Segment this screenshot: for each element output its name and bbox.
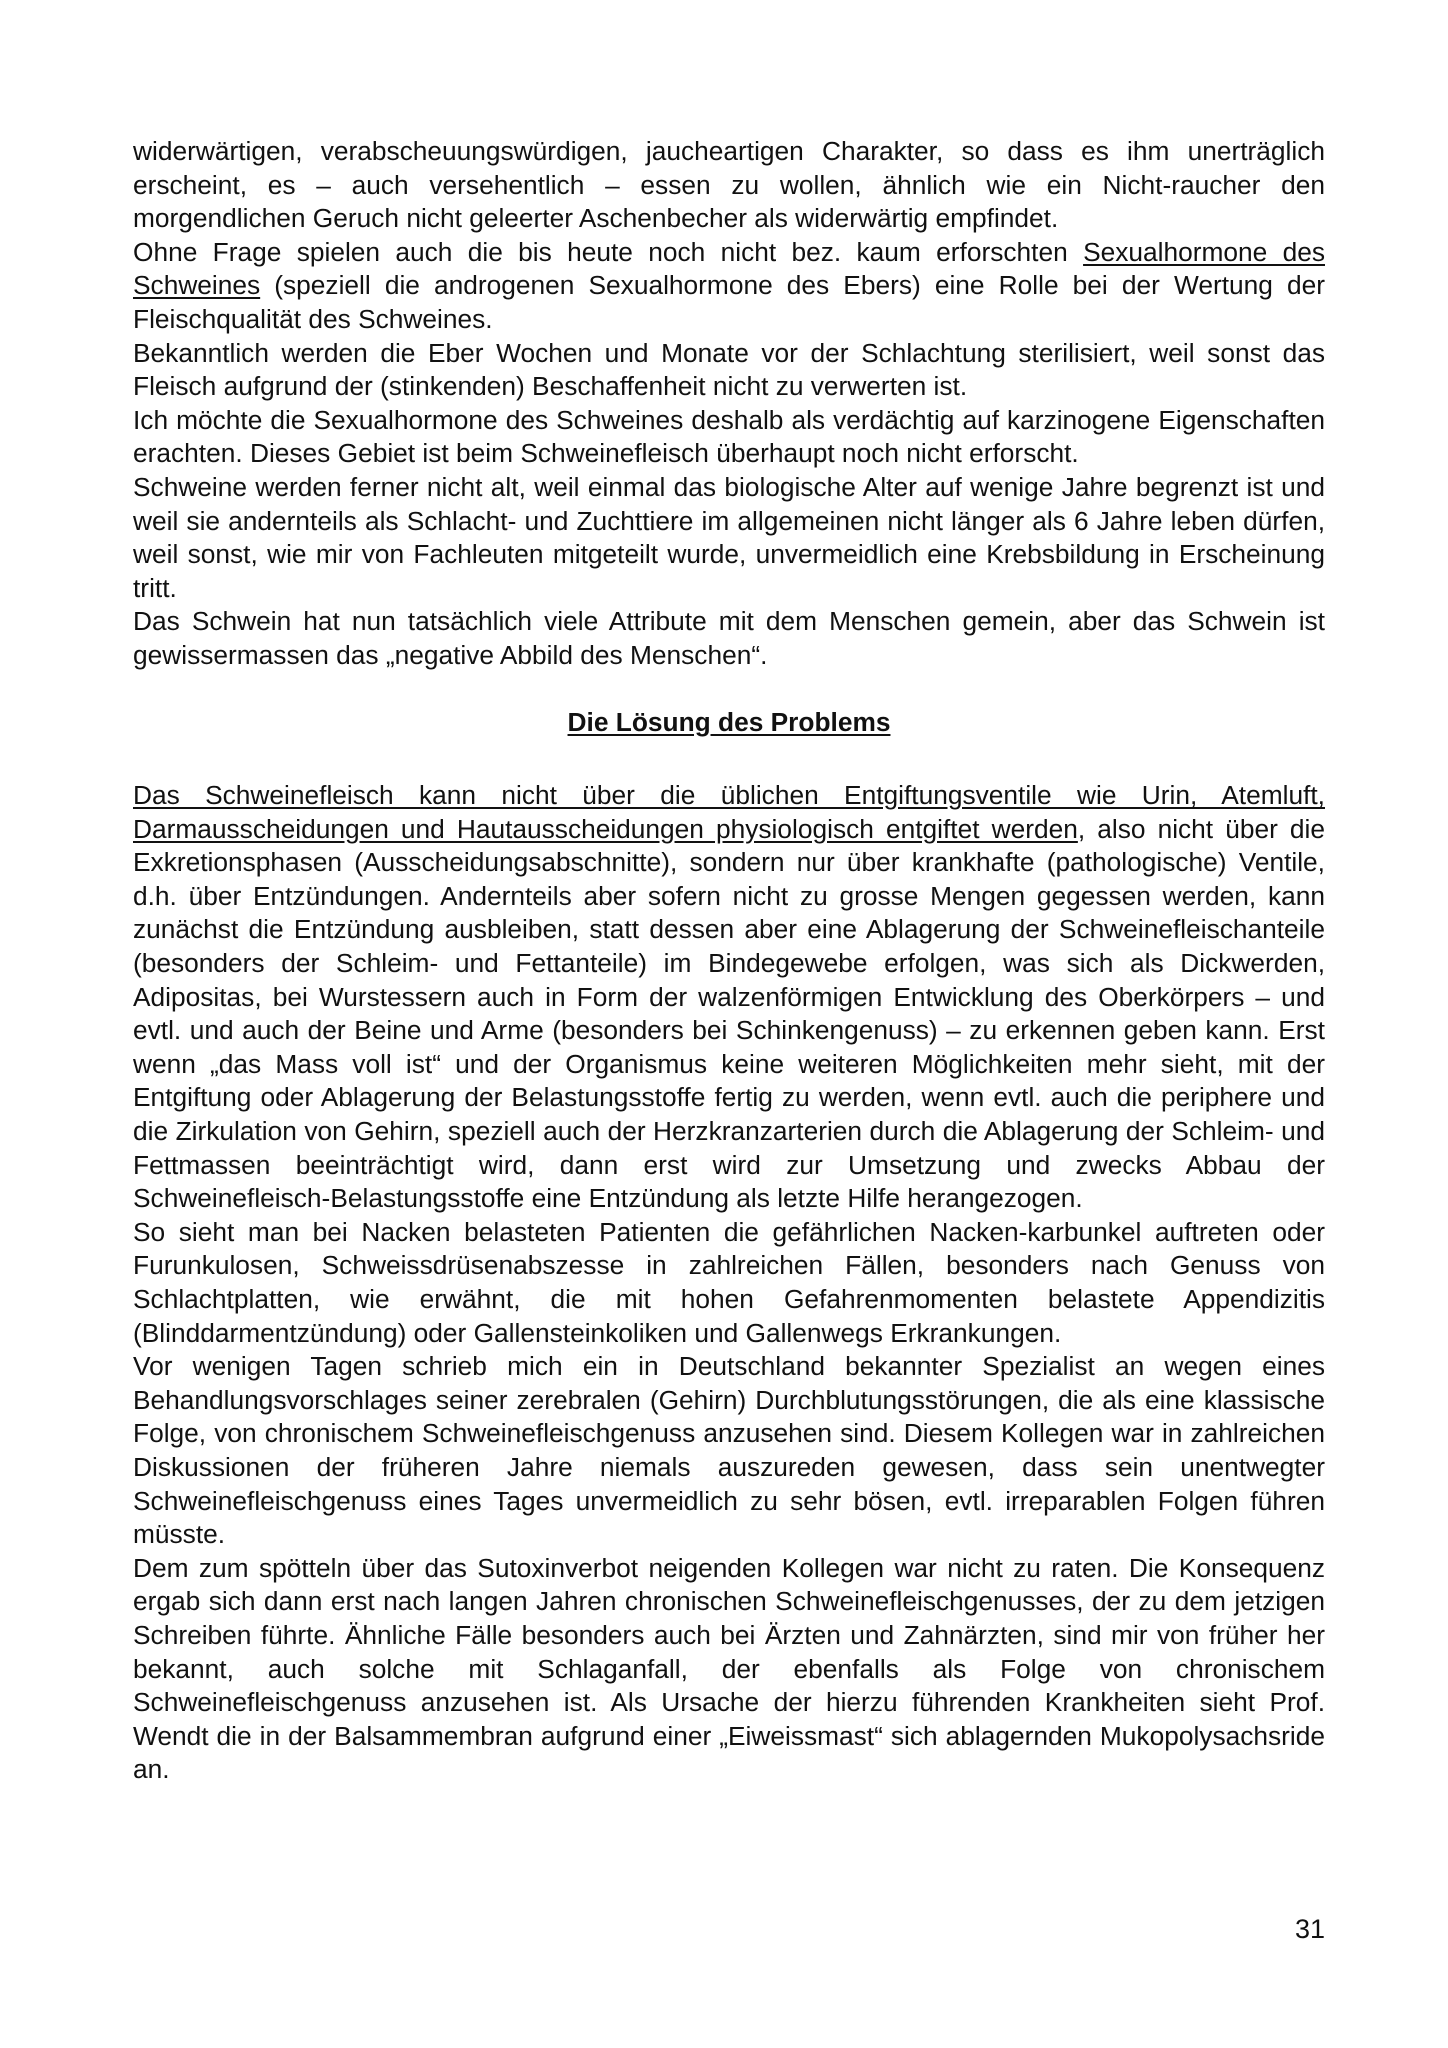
paragraph-sexual-hormones	[133, 236, 1325, 337]
paragraph-patients: So sieht man bei Nacken belasteten Patienten die gefährlichen Nacken-karbunkel auftreten oder Furunkulosen, Schweissdrüsenabszesse in zahlreichen Fällen, besonders nach Genuss von Schlachtplatten, wie erwähnt, die mit hohen Gefahrenmomenten belastete Appendizitis (Blinddarmentzündung) oder Gallensteinkoliken und Gallenwegs Erkrankungen.	[133, 1216, 1325, 1348]
paragraph-character: widerwärtigen, verabscheuungswürdigen, jaucheartigen Charakter, so dass es ihm unerträglich erscheint, es – auch versehentlich – essen zu wollen, ähnlich wie ein Nicht-raucher den morgendlichen Geruch nicht geleerter Aschenbecher als widerwärtig empfindet.	[133, 136, 1325, 234]
paragraph-specialist: Vor wenigen Tagen schrieb mich ein in Deutschland bekannter Spezialist an wegen eines Behandlungsvorschlages seiner zerebralen (Gehirn) Durchblutungsstörungen, die als eine klassische Folge, von chronischem Schweinefleischgenuss anzusehen sind. Diesem Kollegen war in zahlreichen Diskussionen der früheren Jahre niemals auszureden gewesen, dass sein unentwegter Schweinefleischgenuss eines Tages unvermeidlich zu sehr bösen, evtl. irreparablen Folgen führen müsste.	[133, 1351, 1325, 1550]
paragraph-lifespan: Schweine werden ferner nicht alt, weil einmal das biologische Alter auf wenige Jahre begrenzt ist und weil sie andernteils als Schlacht- und Zuchttiere im allgemeinen nicht länger als 6 Jahre leben dürfen, weil sonst, wie mir von Fachleuten mitgeteilt wurde, unvermeidlich eine Krebsbildung in Erscheinung tritt.	[133, 471, 1325, 603]
underlined-phrase: Das Schweinefleisch kann nicht über die üblichen Entgiftungsventile wie Urin, Atemluft, Darmausscheidungen und Hautausscheidungen physiologisch entgiftet werden	[133, 780, 1325, 844]
page-number: 31	[1294, 1914, 1325, 1944]
paragraph-colleague: Dem zum spötteln über das Sutoxinverbot neigenden Kollegen war nicht zu raten. Die Konsequenz ergab sich dann erst nach langen Jahren chronischen Schweinefleischgenusses, der zu dem jetzigen Schreiben führte. Ähnliche Fälle besonders auch bei Ärzten und Zahnärzten, sind mir von früher her bekannt, auch solche mit Schlaganfall, der ebenfalls als Folge von chronischem Schweinefleischgenuss anzusehen ist. Als Ursache der hierzu führenden Krankheiten sieht Prof. Wendt die in der Balsammembran aufgrund einer „Eiweissmast“ sich ablagernden Mukopolysachsride an.	[133, 1552, 1325, 1785]
section-heading	[133, 706, 1325, 740]
paragraph-boars: Bekanntlich werden die Eber Wochen und Monate vor der Schlachtung sterilisiert, weil sonst das Fleisch aufgrund der (stinkenden) Beschaffenheit nicht zu verwerten ist.	[133, 337, 1325, 402]
document-page	[133, 135, 1325, 1787]
section-heading-text: Die Lösung des Problems	[567, 706, 891, 737]
paragraph-text: , also nicht über die Exkretionsphasen (Ausscheidungsabschnitte), sondern nur über krankhafte (pathologische) Ventile, d.h. über Entzündungen. Andernteils aber sofern nicht zu grosse Mengen gegessen werden, kann zunächst die Entzündung ausbleiben, statt dessen aber eine Ablagerung der Schweinefleischanteile (besonders der Schleim- und Fettanteile) im Bindegewebe erfolgen, was sich als Dickwerden, Adipositas, bei Wurstessern auch in Form der walzenförmigen Entwicklung des Oberkörpers – und evtl. und auch der Beine und Arme (besonders bei Schinkengenuss) – zu erkennen geben kann. Erst wenn „das Mass voll ist“ und der Organismus keine weiteren Möglichkeiten mehr sieht, mit der Entgiftung oder Ablagerung der Belastungsstoffe fertig zu werden, wenn evtl. auch die periphere und die Zirkulation von Gehirn, speziell auch der Herzkranzarterien durch die Ablagerung der Schleim- und Fettmassen beeinträchtigt wird, dann erst wird zur Umsetzung und zwecks Abbau der Schweinefleisch-Belastungsstoffe eine Entzündung als letzte Hilfe herangezogen.	[133, 813, 1325, 1214]
paragraph-detoxification	[133, 779, 1325, 1216]
paragraph-text: Ohne Frage spielen auch die bis heute noch nicht bez. kaum erforschten	[133, 236, 1084, 267]
spacer	[133, 739, 1325, 779]
spacer	[133, 673, 1325, 706]
paragraph-carcinogenic: Ich möchte die Sexualhormone des Schweines deshalb als verdächtig auf karzinogene Eigenschaften erachten. Dieses Gebiet ist beim Schweinefleisch überhaupt noch nicht erforscht.	[133, 404, 1325, 469]
paragraph-text: (speziell die androgenen Sexualhormone des Ebers) eine Rolle bei der Wertung der Fleischqualität des Schweines.	[133, 270, 1325, 334]
paragraph-negative-image: Das Schwein hat nun tatsächlich viele Attribute mit dem Menschen gemein, aber das Schwein ist gewissermassen das „negative Abbild des Menschen“.	[133, 606, 1325, 670]
underlined-phrase: Sexualhormone des Schweines	[133, 236, 1325, 301]
